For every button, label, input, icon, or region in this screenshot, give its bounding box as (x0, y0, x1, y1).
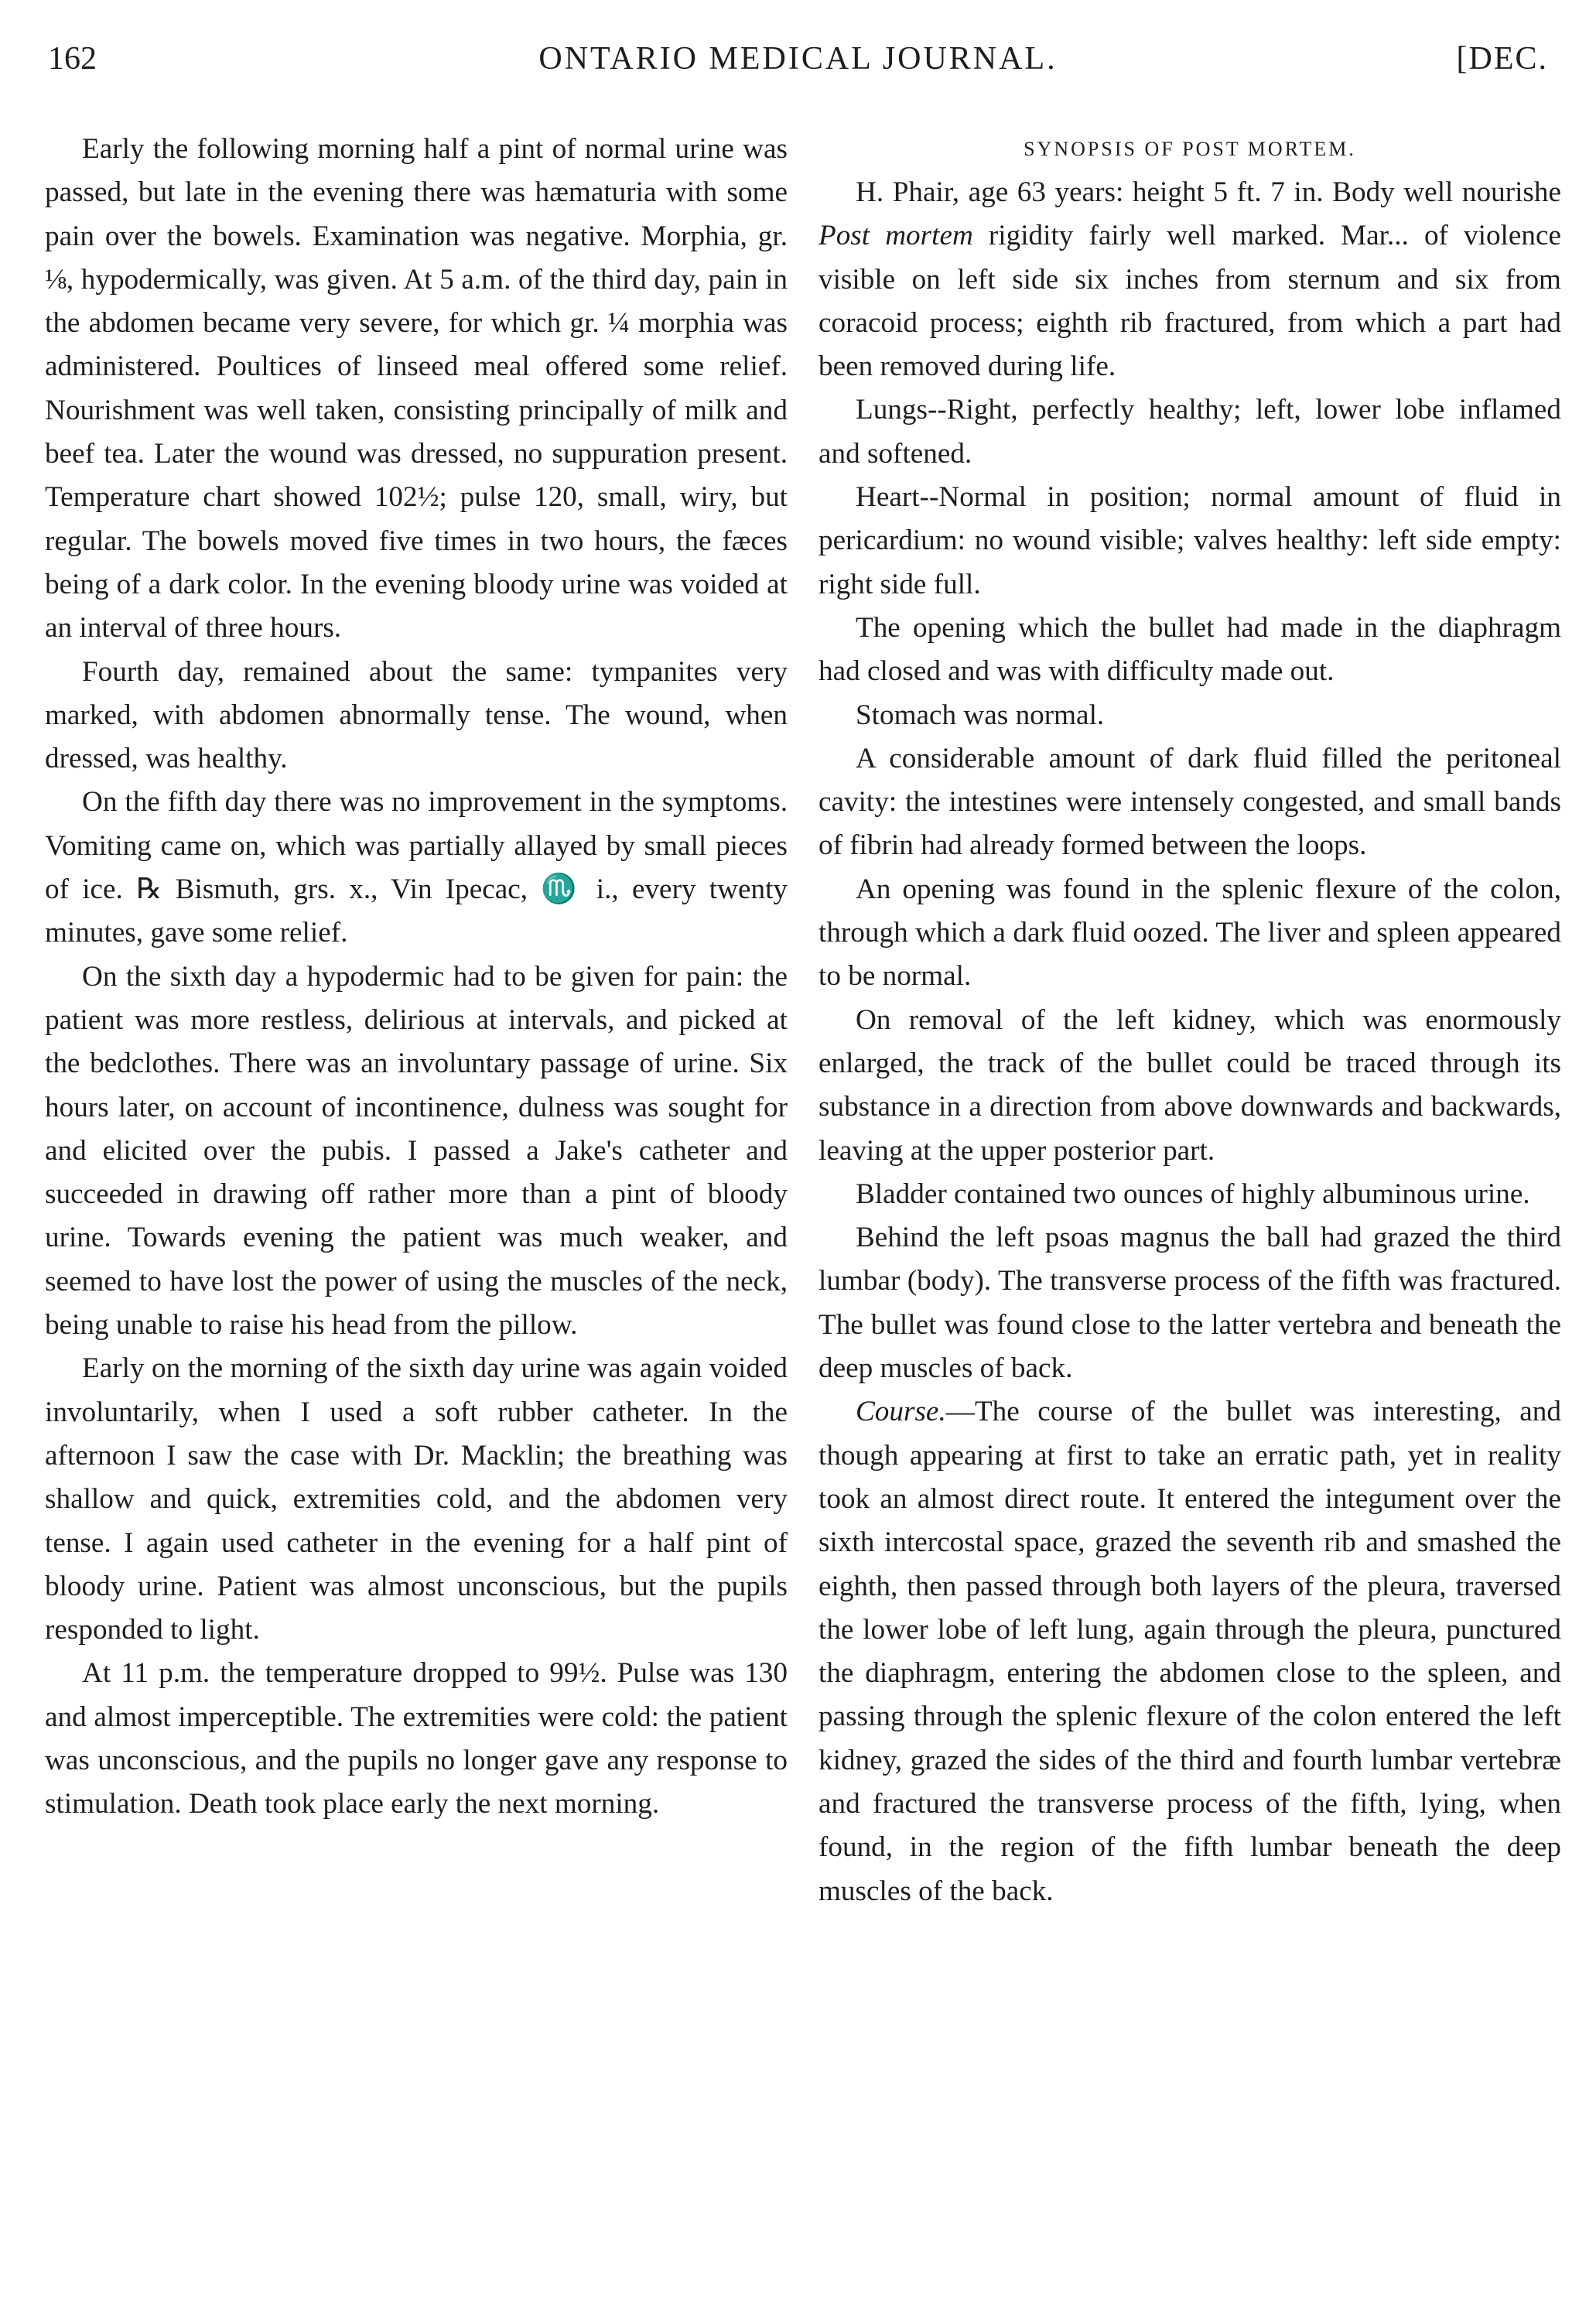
paragraph-stomach: Stomach was normal. (856, 699, 1105, 731)
section-title: SYNOPSIS OF POST MORTEM. (1024, 138, 1356, 160)
paragraph-psoas: Behind the left psoas magnus the ball had grazed the third lumbar (body). The transverse process of the fifth was fractured. The bullet was found close to the latter vertebra and beneath the deep muscles of back. (819, 1222, 1561, 1385)
left-column (45, 128, 788, 1827)
paragraph-sixth-day-morning: Early on the morning of the sixth day urine was again voided involuntarily, when I used a soft rubber catheter. In the afternoon I saw the case with Dr. Macklin; the breathing was shallow and quick, extremities cold, and the abdomen very tense. I again used catheter in the evening for a half pint of bloody urine. Patient was almost unconscious, but the pupils responded to light. (45, 1352, 788, 1646)
running-header (48, 40, 1548, 87)
paragraph-lungs: Lungs--Right, perfectly healthy; left, lower lobe inflamed and softened. (819, 394, 1561, 470)
right-column (819, 128, 1561, 1913)
paragraph-subject (819, 171, 1561, 388)
paragraph-kidney: On removal of the left kidney, which was enormously enlarged, the track of the bullet could be traced through its substance in a direction from above downwards and backwards, leaving at the upper posterior part. (819, 1003, 1561, 1167)
paragraph-death: At 11 p.m. the temperature dropped to 99½. Pulse was 130 and almost imperceptible. The extremities were cold: the patient was unconscious, and the pupils no longer gave any response to stimulation. Death took place early the next morning. (45, 1657, 788, 1820)
paragraph-fifth-day: On the fifth day there was no improvement in the symptoms. Vomiting came on, which was partially allayed by small pieces of ice. ℞ Bismuth, grs. x., Vin Ipecac, ♏ i., every twenty minutes, gave some relief. (45, 786, 788, 949)
paragraph-bladder: Bladder contained two ounces of highly albuminous urine. (856, 1178, 1530, 1210)
paragraph-colon: An opening was found in the splenic flexure of the colon, through which a dark fluid oozed. The liver and spleen appeared to be normal. (819, 873, 1561, 993)
paragraph-third-day: Early the following morning half a pint of normal urine was passed, but late in the evening there was hæmaturia with some pain over the bowels. Examination was negative. Morphia, gr. ⅛, hypodermically, was given. At 5 a.m. of the third day, pain in the abdomen became very severe, for which gr. ¼ morphia was administered. Poultices of linseed meal offered some relief. Nourishment was well taken, consisting principally of milk and beef tea. Later the wound was dressed, no suppuration present. Temperature chart showed 102½; pulse 120, small, wiry, but regular. The bowels moved five times in two hours, the fæces being of a dark color. In the evening bloody urine was voided at an interval of three hours. (45, 133, 788, 644)
paragraph-course (819, 1390, 1561, 1913)
paragraph-peritoneum: A considerable amount of dark fluid filled the peritoneal cavity: the intestines were intensely congested, and small bands of fibrin had already formed between the loops. (819, 742, 1561, 862)
paragraph-diaphragm: The opening which the bullet had made in the diaphragm had closed and was with difficulty made out. (819, 611, 1561, 688)
post-mortem-italic: Post mortem (819, 220, 973, 252)
issue-month: [DEC. (1456, 41, 1548, 77)
paragraph-sixth-day: On the sixth day a hypodermic had to be given for pain: the patient was more restless, delirious at intervals, and picked at the bedclothes. There was an involuntary passage of urine. Six hours later, on account of incontinence, dulness was sought for and elicited over the pubis. I passed a Jake's catheter and succeeded in drawing off rather more than a pint of bloody urine. Towards evening the patient was much weaker, and seemed to have lost the power of using the muscles of the neck, being unable to raise his head from the pillow. (45, 960, 788, 1342)
paragraph-fourth-day: Fourth day, remained about the same: tympanites very marked, with abdomen abnormally tense. The wound, when dressed, was healthy. (45, 655, 788, 775)
subject-text-after: rigidity fairly well marked. Mar... of violence visible on left side six inches from sternum and six from coracoid process; eighth rib fractured, from which a part had been removed during life. (819, 220, 1561, 383)
paragraph-heart: Heart--Normal in position; normal amount of fluid in pericardium: no wound visible; valves healthy: left side empty: right side full. (819, 481, 1561, 600)
journal-title: ONTARIO MEDICAL JOURNAL. (538, 41, 1058, 77)
subject-text-before: H. Phair, age 63 years: height 5 ft. 7 in. Body well nourishe (856, 176, 1561, 208)
course-label: Course. (856, 1396, 946, 1428)
page-number: 162 (48, 41, 97, 77)
course-text: —The course of the bullet was interesting, and though appearing at first to take an erratic path, yet in reality took an almost direct route. It entered the integument over the sixth intercostal space, grazed the seventh rib and smashed the eighth, then passed through both layers of the pleura, traversed the lower lobe of left lung, again through the pleura, punctured the diaphragm, entering the abdomen close to the spleen, and passing through the splenic flexure of the colon entered the left kidney, grazed the sides of the third and fourth lumbar vertebræ and fractured the transverse process of the fifth, lying, when found, in the region of the fifth lumbar beneath the deep muscles of the back. (819, 1396, 1561, 1907)
